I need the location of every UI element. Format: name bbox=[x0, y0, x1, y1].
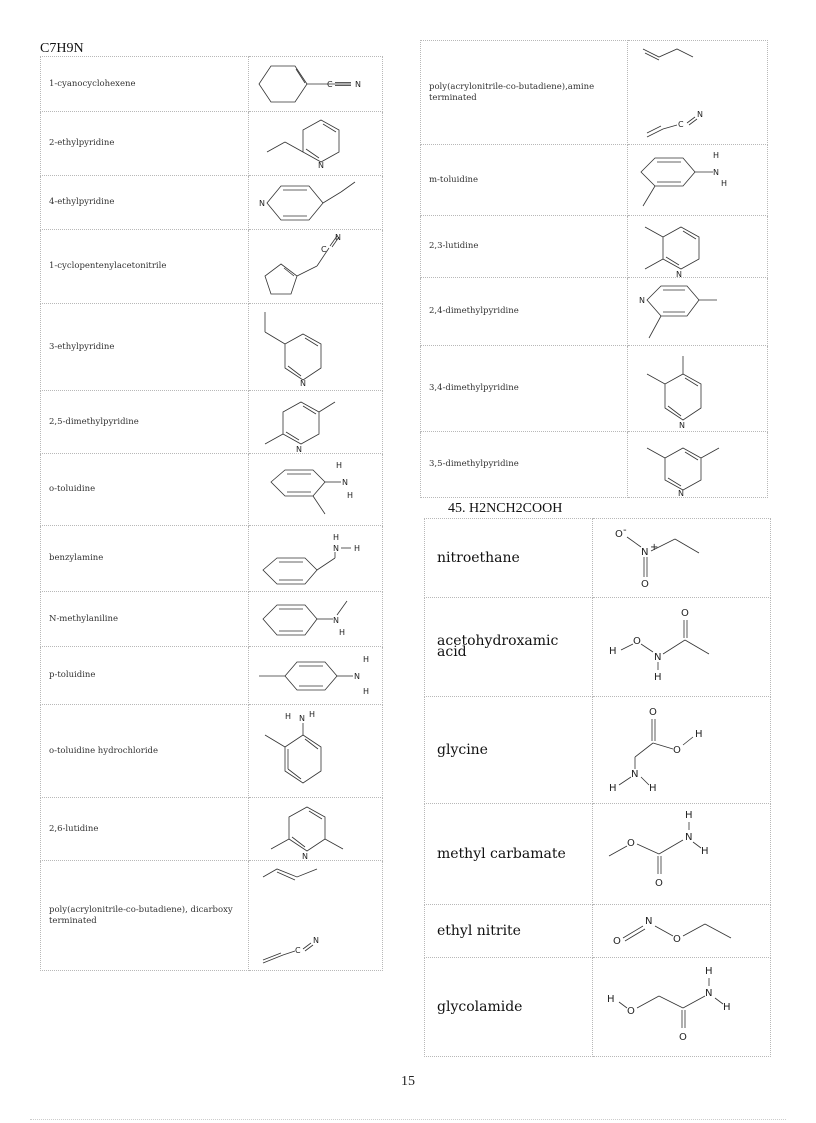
svg-text:O: O bbox=[612, 936, 621, 947]
structure-cell bbox=[249, 57, 383, 112]
footer-divider bbox=[30, 1119, 786, 1120]
svg-text:H: H bbox=[606, 994, 615, 1005]
benzylamine-structure bbox=[251, 528, 381, 590]
structure-cell bbox=[593, 519, 771, 598]
svg-text:H: H bbox=[332, 532, 339, 542]
table-row bbox=[41, 526, 383, 592]
svg-text:N: N bbox=[299, 379, 306, 388]
left-heading: C7H9N bbox=[40, 41, 84, 56]
table-row bbox=[421, 278, 768, 346]
compound-name: nitroethane bbox=[425, 519, 593, 598]
structure-cell bbox=[249, 798, 383, 861]
svg-text:O: O bbox=[672, 745, 681, 756]
svg-text:O: O bbox=[648, 707, 657, 718]
svg-text:H: H bbox=[704, 966, 713, 977]
2,6-lutidine-structure bbox=[251, 799, 381, 859]
structure-cell bbox=[593, 804, 771, 905]
structure-cell bbox=[628, 145, 768, 216]
compound-name: 2,3-lutidine bbox=[421, 216, 628, 278]
svg-text:O: O bbox=[678, 1032, 687, 1043]
1-cyanocyclohexene-structure bbox=[251, 58, 381, 110]
compound-name: benzylamine bbox=[41, 526, 249, 592]
structure-cell bbox=[249, 705, 383, 798]
svg-text:H: H bbox=[284, 712, 291, 721]
table-row bbox=[425, 958, 771, 1057]
svg-text:O: O bbox=[626, 1006, 635, 1017]
svg-text:O: O bbox=[632, 636, 641, 647]
svg-text:H: H bbox=[712, 151, 719, 160]
structure-cell bbox=[628, 278, 768, 346]
svg-text:H: H bbox=[700, 846, 709, 857]
svg-text:H: H bbox=[653, 672, 662, 683]
compound-name: poly(acrylonitrile-co-butadiene), dicarboxy terminated bbox=[41, 861, 249, 971]
svg-text:O: O bbox=[672, 934, 681, 945]
polymer-structure bbox=[633, 43, 763, 143]
table-row bbox=[425, 905, 771, 958]
compound-name: 2-ethylpyridine bbox=[41, 112, 249, 176]
structure-cell bbox=[249, 454, 383, 526]
structure-cell bbox=[593, 905, 771, 958]
compound-name: 2,4-dimethylpyridine bbox=[421, 278, 628, 346]
compound-name: 1-cyclopentenylacetonitrile bbox=[41, 230, 249, 304]
svg-text:N: N bbox=[295, 445, 302, 452]
structure-cell bbox=[249, 176, 383, 230]
svg-text:N: N bbox=[677, 488, 684, 496]
table-row bbox=[421, 216, 768, 278]
table-row bbox=[41, 230, 383, 304]
polymer-structure bbox=[251, 863, 381, 969]
svg-text:H: H bbox=[648, 783, 657, 794]
3,5-dimethylpyridine-structure bbox=[633, 434, 763, 496]
svg-text:O: O bbox=[680, 608, 689, 619]
svg-text:N: N bbox=[341, 477, 348, 487]
table-row bbox=[41, 391, 383, 454]
svg-text:H: H bbox=[722, 1002, 731, 1013]
3,4-dimethylpyridine-structure bbox=[633, 348, 763, 430]
p-toluidine-structure bbox=[251, 648, 381, 704]
1-cyclopentenylacetonitrile-structure bbox=[251, 232, 381, 302]
svg-text:N: N bbox=[675, 269, 682, 277]
table-row bbox=[41, 112, 383, 176]
methyl-carbamate-structure bbox=[597, 806, 767, 902]
compound-name: 2,6-lutidine bbox=[41, 798, 249, 861]
svg-text:C: C bbox=[326, 80, 333, 89]
3-ethylpyridine-structure bbox=[251, 306, 381, 388]
ethyl-nitrite-structure bbox=[597, 906, 767, 956]
N-methylaniline-structure bbox=[251, 593, 381, 645]
compound-name: acetohydroxamic acid bbox=[425, 598, 593, 697]
compound-name: 4-ethylpyridine bbox=[41, 176, 249, 230]
compound-name: 2,5-dimethylpyridine bbox=[41, 391, 249, 454]
compound-name: 3-ethylpyridine bbox=[41, 304, 249, 391]
svg-text:N: N bbox=[640, 547, 648, 558]
svg-text:C: C bbox=[294, 945, 301, 955]
svg-text:C: C bbox=[677, 119, 684, 129]
structure-cell bbox=[593, 697, 771, 804]
compound-name: p-toluidine bbox=[41, 647, 249, 705]
svg-text:N: N bbox=[353, 671, 360, 681]
structure-cell bbox=[249, 861, 383, 971]
svg-text:H: H bbox=[362, 686, 369, 696]
svg-text:H: H bbox=[608, 783, 617, 794]
table-row bbox=[421, 145, 768, 216]
table-row bbox=[425, 804, 771, 905]
m-toluidine-structure bbox=[633, 146, 763, 214]
compound-name: m-toluidine bbox=[421, 145, 628, 216]
structure-cell bbox=[628, 432, 768, 498]
compound-name: 3,4-dimethylpyridine bbox=[421, 346, 628, 432]
glycine-isomer-table bbox=[424, 518, 771, 1057]
svg-text:N: N bbox=[332, 616, 339, 625]
compound-name: methyl carbamate bbox=[425, 804, 593, 905]
table-row bbox=[421, 432, 768, 498]
2-ethylpyridine-structure bbox=[251, 114, 381, 174]
svg-text:N: N bbox=[317, 160, 324, 170]
structure-cell bbox=[628, 346, 768, 432]
svg-text:N: N bbox=[630, 769, 638, 780]
table-row bbox=[41, 304, 383, 391]
compound-name: N-methylaniline bbox=[41, 592, 249, 647]
compound-name: o-toluidine hydrochloride bbox=[41, 705, 249, 798]
acetohydroxamic-acid-structure bbox=[597, 600, 767, 694]
table-row bbox=[425, 598, 771, 697]
table-row bbox=[41, 798, 383, 861]
table-row bbox=[41, 454, 383, 526]
structure-cell bbox=[249, 304, 383, 391]
svg-text:C: C bbox=[320, 244, 327, 254]
svg-text:O: O bbox=[614, 529, 623, 540]
compound-name: ethyl nitrite bbox=[425, 905, 593, 958]
structure-cell bbox=[249, 391, 383, 454]
svg-text:N: N bbox=[653, 652, 661, 663]
right-compound-table bbox=[420, 40, 768, 498]
2,5-dimethylpyridine-structure bbox=[251, 392, 381, 452]
table-row bbox=[41, 176, 383, 230]
svg-text:N: N bbox=[258, 198, 265, 208]
compound-name: glycolamide bbox=[425, 958, 593, 1057]
svg-text:N: N bbox=[298, 714, 305, 723]
svg-text:N: N bbox=[332, 543, 339, 553]
svg-text:O: O bbox=[626, 838, 635, 849]
svg-text:-: - bbox=[622, 525, 627, 536]
svg-text:O: O bbox=[640, 579, 649, 590]
table-row bbox=[425, 519, 771, 598]
structure-cell bbox=[249, 230, 383, 304]
svg-text:N: N bbox=[334, 232, 341, 242]
table-row bbox=[41, 647, 383, 705]
compound-name: o-toluidine bbox=[41, 454, 249, 526]
structure-cell bbox=[249, 592, 383, 647]
svg-text:N: N bbox=[301, 852, 308, 859]
svg-text:N: N bbox=[354, 80, 361, 89]
table-row bbox=[41, 592, 383, 647]
svg-text:H: H bbox=[338, 628, 345, 637]
svg-text:+: + bbox=[649, 542, 658, 553]
svg-text:O: O bbox=[654, 878, 663, 889]
svg-text:N: N bbox=[638, 295, 645, 305]
right-heading: 45. H2NCH2COOH bbox=[448, 501, 563, 516]
table-row bbox=[41, 705, 383, 798]
structure-cell bbox=[628, 216, 768, 278]
svg-text:H: H bbox=[608, 646, 617, 657]
table-row bbox=[425, 697, 771, 804]
svg-text:H: H bbox=[694, 729, 703, 740]
table-row bbox=[421, 346, 768, 432]
svg-text:N: N bbox=[678, 420, 685, 430]
svg-text:H: H bbox=[308, 710, 315, 719]
o-toluidine-hydrochloride-structure bbox=[251, 707, 381, 795]
svg-text:H: H bbox=[684, 810, 693, 821]
o-toluidine-structure bbox=[251, 456, 381, 524]
table-row bbox=[41, 57, 383, 112]
structure-cell bbox=[249, 526, 383, 592]
structure-cell bbox=[593, 958, 771, 1057]
svg-text:H: H bbox=[720, 179, 727, 188]
4-ethylpyridine-structure bbox=[251, 178, 381, 228]
compound-name: glycine bbox=[425, 697, 593, 804]
glycolamide-structure bbox=[597, 960, 767, 1054]
glycine-structure bbox=[597, 699, 767, 801]
table-row bbox=[421, 41, 768, 145]
svg-text:H: H bbox=[346, 490, 353, 500]
2,3-lutidine-structure bbox=[633, 217, 763, 277]
structure-cell bbox=[593, 598, 771, 697]
structure-cell bbox=[249, 112, 383, 176]
svg-text:N: N bbox=[312, 935, 319, 945]
table-row bbox=[41, 861, 383, 971]
nitroethane-structure bbox=[597, 521, 767, 595]
svg-text:N: N bbox=[696, 109, 703, 119]
compound-name: 1-cyanocyclohexene bbox=[41, 57, 249, 112]
svg-text:N: N bbox=[644, 916, 652, 927]
svg-text:N: N bbox=[704, 988, 712, 999]
structure-cell bbox=[628, 41, 768, 145]
compound-name: poly(acrylonitrile-co-butadiene),amine terminated bbox=[421, 41, 628, 145]
left-compound-table bbox=[40, 56, 383, 971]
2,4-dimethylpyridine-structure bbox=[633, 280, 763, 344]
page-number: 15 bbox=[401, 1074, 415, 1089]
svg-text:N: N bbox=[684, 832, 692, 843]
svg-text:H: H bbox=[353, 543, 360, 553]
structure-cell bbox=[249, 647, 383, 705]
svg-text:N: N bbox=[712, 168, 719, 177]
svg-text:H: H bbox=[335, 460, 342, 470]
svg-text:H: H bbox=[362, 654, 369, 664]
compound-name: 3,5-dimethylpyridine bbox=[421, 432, 628, 498]
